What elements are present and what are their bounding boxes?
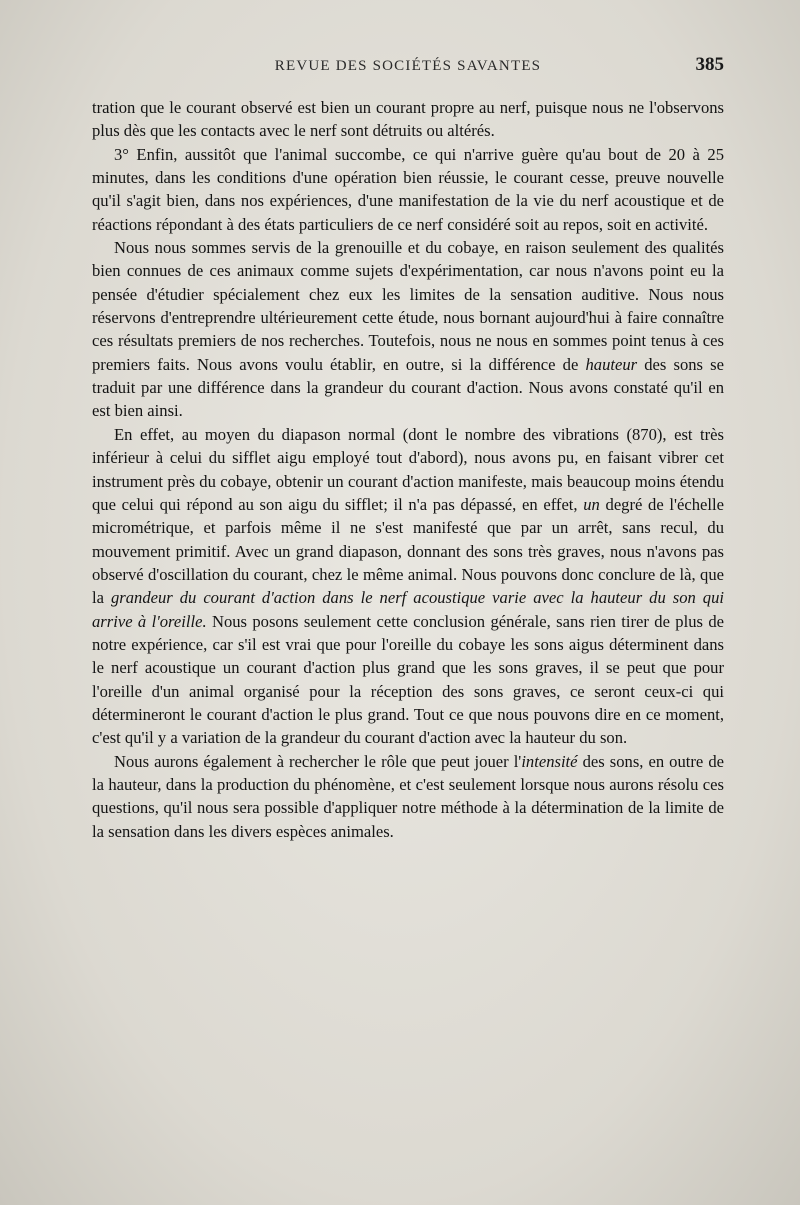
paragraph-4-emphasis-conclusion: grandeur du courant d'action dans le nerf acoustique varie avec la hauteur du son qui arrive à l'oreille.	[92, 588, 724, 631]
paragraph-5	[92, 750, 724, 843]
paragraph-4-segment-1: En effet, au moyen du diapason normal (dont le nombre des vibrations (870), est très inférieur à celui du sifflet aigu employé tout d'abord), nous avons pu, en faisant vibrer cet instrument près du cobaye, obtenir un courant d'action manifeste, mais beaucoup moins étendu que celui qui répond au son aigu du sifflet; il n'a pas dépassé, en effet,	[92, 424, 724, 514]
running-title: REVUE DES SOCIÉTÉS SAVANTES	[274, 58, 542, 74]
body-text	[92, 96, 724, 843]
paragraph-3-segment-3: des sons se traduit par une différence dans la grandeur du courant d'action. Nous avons constaté qu'il en est bien ainsi.	[92, 354, 724, 421]
paragraph-5-segment-1: Nous aurons également à rechercher le rôle que peut jouer l'	[114, 751, 522, 771]
paragraph-5-emphasis-intensite: intensité	[521, 751, 578, 771]
paragraph-2-segment-1: 3° Enfin, aussitôt que l'animal succombe, ce qui n'arrive guère qu'au bout de 20 à 25 minutes, dans les conditions d'une opération bien réussie, le courant cesse, preuve nouvelle qu'il s'agit bien, dans nos expériences, d'une manifestation de la vie du nerf acoustique et de réactions répondant à des états particuliers de ce nerf considéré soit au repos, soit en activité.	[92, 144, 724, 234]
paragraph-1-segment-1: tration que le courant observé est bien un courant propre au nerf, puisque nous ne l'observons plus dès que les contacts avec le nerf sont détruits ou altérés.	[92, 98, 724, 141]
paragraph-4-segment-3: degré de l'échelle micrométrique, et parfois même il ne s'est manifesté que par un arrêt, sans recul, du mouvement primitif. Avec un grand diapason, donnant des sons très graves, nous n'avons pas observé d'oscillation du courant, chez le même animal. Nous pouvons donc conclure de là, que la	[92, 494, 724, 608]
paragraph-3-segment-1: Nous nous sommes servis de la grenouille et du cobaye, en raison seulement des qualités bien connues de ces animaux comme sujets d'expérimentation, car nous n'avons point eu la pensée d'étudier spécialement chez eux les limites de la sensation auditive. Nous nous réservons d'entreprendre ultérieurement cette étude, nous bornant aujourd'hui à faire connaître ces résultats premiers de nos recherches. Toutefois, nous ne nous en sommes point tenus à ces premiers faits. Nous avons voulu établir, en outre, si la différence de	[92, 238, 724, 374]
paragraph-3	[92, 236, 724, 423]
paragraph-4-emphasis-un: un	[583, 494, 600, 514]
paragraph-5-segment-3: des sons, en outre de la hauteur, dans la production du phénomène, et c'est seulement lorsque nous aurons résolu ces questions, qu'il nous sera possible d'appliquer notre méthode à la détermination de la limite de la sensation dans les divers espèces animales.	[92, 751, 724, 841]
paragraph-3-emphasis-hauteur: hauteur	[585, 354, 638, 374]
paragraph-2	[92, 143, 724, 236]
paragraph-4	[92, 423, 724, 750]
paragraph-4-segment-5: Nous posons seulement cette conclusion générale, sans rien tirer de plus de notre expérience, car s'il est vrai que pour l'oreille du cobaye les sons aigus déterminent dans le nerf acoustique un courant d'action plus grand que les sons graves, il se peut que pour l'oreille d'un animal organisé pour la réception des sons graves, ce seront ceux-ci qui détermineront le courant d'action le plus grand. Tout ce que nous pouvons dire en ce moment, c'est qu'il y a variation de la grandeur du courant d'action avec la hauteur du son.	[92, 611, 724, 748]
paragraph-1	[92, 96, 724, 143]
running-head	[92, 52, 724, 86]
page-number: 385	[695, 54, 724, 75]
